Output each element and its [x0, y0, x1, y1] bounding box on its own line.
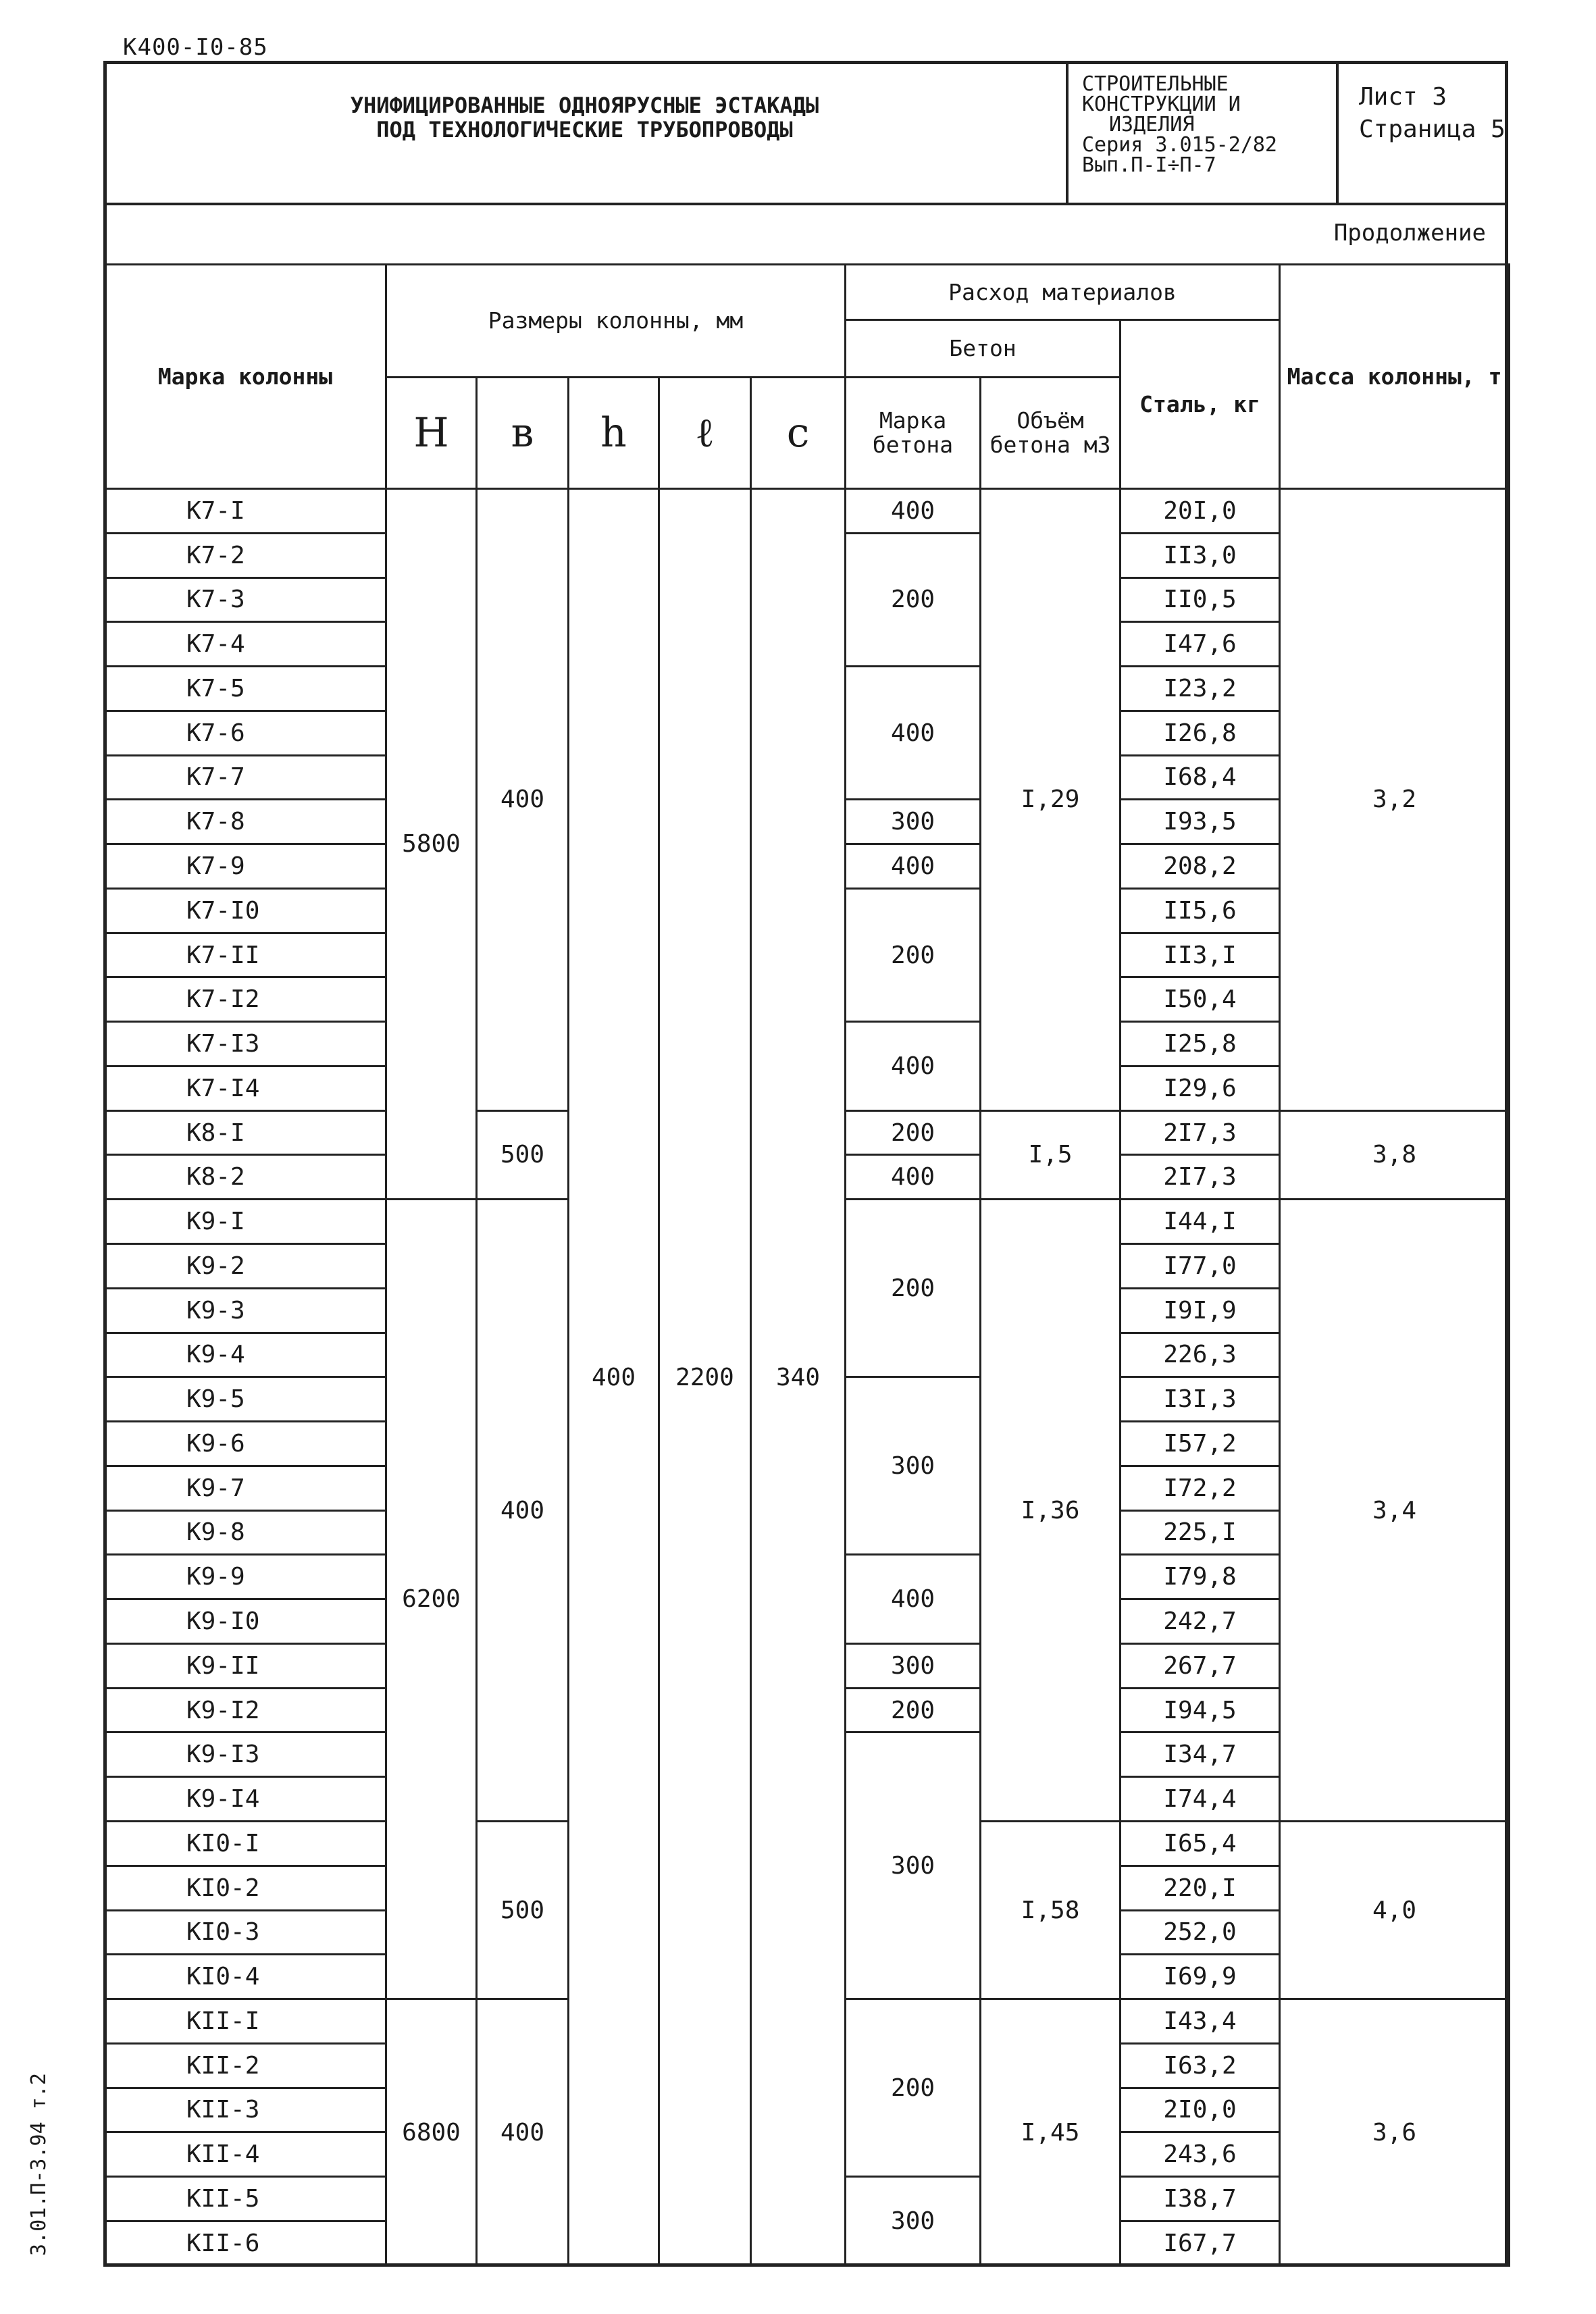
concrete-volume-value: I,29	[981, 489, 1121, 1111]
concrete-grade-value: 400	[846, 844, 981, 889]
column-mark: К7-7	[105, 755, 386, 800]
header-concrete: Бетон	[846, 320, 1121, 378]
steel-value: 243,6	[1121, 2132, 1280, 2177]
column-mark: К9-6	[105, 1422, 386, 1466]
steel-value: 267,7	[1121, 1643, 1280, 1688]
steel-value: 20I,0	[1121, 489, 1280, 534]
column-mark: К9-I0	[105, 1599, 386, 1644]
column-mark: КII-5	[105, 2177, 386, 2221]
dim-H-value: 6200	[386, 1200, 477, 1999]
column-mark: К7-2	[105, 533, 386, 577]
column-mark: К9-I4	[105, 1777, 386, 1822]
concrete-grade-value: 200	[846, 1999, 981, 2177]
column-mark: КII-I	[105, 1999, 386, 2044]
dim-b-value: 400	[477, 1200, 569, 1822]
column-mark: К7-8	[105, 800, 386, 844]
concrete-volume-value: I,45	[981, 1999, 1121, 2266]
concrete-grade-value: 300	[846, 2177, 981, 2266]
dim-b-value: 400	[477, 489, 569, 1111]
dim-b-value: 400	[477, 1999, 569, 2266]
concrete-volume-value: I,58	[981, 1821, 1121, 1999]
column-mass-value: 3,2	[1280, 489, 1510, 1111]
concrete-volume-value: I,36	[981, 1200, 1121, 1822]
concrete-grade-value: 200	[846, 1110, 981, 1155]
steel-value: II3,I	[1121, 933, 1280, 977]
title-line-1: УНИФИЦИРОВАННЫЕ ОДНОЯРУСНЫЕ ЭСТАКАДЫ	[350, 93, 819, 118]
column-mark: К9-I	[105, 1200, 386, 1244]
steel-value: II5,6	[1121, 888, 1280, 933]
columns-table	[103, 263, 1510, 2267]
column-mark: КI0-4	[105, 1955, 386, 1999]
column-mark: КI0-3	[105, 1910, 386, 1955]
header-dim-l: ℓ	[659, 378, 751, 489]
header-mass: Масса колонны, т	[1280, 265, 1510, 489]
column-mark: К7-II	[105, 933, 386, 977]
column-mass-value: 3,4	[1280, 1200, 1510, 1822]
steel-value: I93,5	[1121, 800, 1280, 844]
title-line-2: ПОД ТЕХНОЛОГИЧЕСКИЕ ТРУБОПРОВОДЫ	[376, 117, 793, 143]
steel-value: I79,8	[1121, 1555, 1280, 1599]
column-mark: КI0-2	[105, 1866, 386, 1910]
header-dim-h: h	[569, 378, 659, 489]
column-mark: К9-I2	[105, 1688, 386, 1732]
column-mark: К8-2	[105, 1155, 386, 1200]
header-materials: Расход материалов	[846, 265, 1280, 320]
concrete-grade-value: 400	[846, 489, 981, 534]
header-concrete-grade: Марка бетона	[846, 378, 981, 489]
concrete-grade-value: 200	[846, 1688, 981, 1732]
steel-value: I69,9	[1121, 1955, 1280, 1999]
steel-value: I65,4	[1121, 1821, 1280, 1866]
column-mark: К9-9	[105, 1555, 386, 1599]
steel-value: I23,2	[1121, 667, 1280, 711]
column-mass-value: 3,6	[1280, 1999, 1510, 2266]
header-dimensions: Размеры колонны, мм	[386, 265, 846, 378]
concrete-grade-value: 300	[846, 1643, 981, 1688]
steel-value: I77,0	[1121, 1244, 1280, 1289]
column-mark: К9-8	[105, 1510, 386, 1555]
title-divider	[103, 203, 1508, 205]
column-mark: К7-5	[105, 667, 386, 711]
steel-value: I43,4	[1121, 1999, 1280, 2044]
steel-value: I94,5	[1121, 1688, 1280, 1732]
column-mark: К7-I4	[105, 1066, 386, 1110]
column-mass-value: 4,0	[1280, 1821, 1510, 1999]
sheet-block	[1336, 61, 1508, 203]
series-line-1: СТРОИТЕЛЬНЫЕ	[1082, 72, 1229, 96]
column-mark: К7-6	[105, 711, 386, 755]
steel-value: 225,I	[1121, 1510, 1280, 1555]
steel-value: I29,6	[1121, 1066, 1280, 1110]
page-number: Страница 5	[1359, 115, 1505, 143]
column-mark: К9-2	[105, 1244, 386, 1289]
steel-value: I25,8	[1121, 1022, 1280, 1066]
column-mark: К9-7	[105, 1466, 386, 1510]
document-code: К400-I0-85	[123, 34, 268, 61]
header-mark: Марка колонны	[105, 265, 386, 489]
column-mark: К9-5	[105, 1377, 386, 1422]
concrete-grade-value: 300	[846, 1377, 981, 1555]
concrete-grade-value: 300	[846, 1732, 981, 1999]
series-line-2: КОНСТРУКЦИИ И	[1082, 93, 1241, 116]
concrete-grade-value: 400	[846, 1022, 981, 1111]
header-dim-c: с	[751, 378, 846, 489]
concrete-grade-value: 200	[846, 1200, 981, 1377]
header-dim-b: в	[477, 378, 569, 489]
table-body	[105, 489, 1510, 2266]
column-mark: К7-4	[105, 622, 386, 667]
steel-value: 220,I	[1121, 1866, 1280, 1910]
steel-value: I72,2	[1121, 1466, 1280, 1510]
steel-value: I34,7	[1121, 1732, 1280, 1777]
series-block	[1066, 61, 1336, 203]
column-mark: К7-I2	[105, 977, 386, 1022]
steel-value: II3,0	[1121, 533, 1280, 577]
dim-b-value: 500	[477, 1821, 569, 1999]
header-steel: Сталь, кг	[1121, 320, 1280, 489]
steel-value: I50,4	[1121, 977, 1280, 1022]
steel-value: I26,8	[1121, 711, 1280, 755]
column-mark: К7-3	[105, 577, 386, 622]
concrete-grade-value: 400	[846, 667, 981, 800]
dim-h-value: 400	[569, 489, 659, 2266]
column-mark: КII-3	[105, 2088, 386, 2132]
dim-l-value: 2200	[659, 489, 751, 2266]
column-mark: К8-I	[105, 1110, 386, 1155]
concrete-grade-value: 300	[846, 800, 981, 844]
steel-value: I3I,3	[1121, 1377, 1280, 1422]
column-mark: К7-I3	[105, 1022, 386, 1066]
dim-H-value: 6800	[386, 1999, 477, 2266]
column-mark: К7-9	[105, 844, 386, 889]
steel-value: I57,2	[1121, 1422, 1280, 1466]
column-mass-value: 3,8	[1280, 1110, 1510, 1200]
concrete-grade-value: 400	[846, 1555, 981, 1644]
concrete-grade-value: 200	[846, 533, 981, 666]
column-mark: К7-I0	[105, 888, 386, 933]
sheet-number: Лист 3	[1359, 83, 1447, 111]
column-mark: К7-I	[105, 489, 386, 534]
document-title	[103, 61, 1066, 203]
column-mark: К9-3	[105, 1288, 386, 1333]
steel-value: I67,7	[1121, 2221, 1280, 2265]
table-row	[105, 489, 1510, 534]
dim-c-value: 340	[751, 489, 846, 2266]
title-block	[103, 61, 1508, 206]
column-mark: К9-II	[105, 1643, 386, 1688]
header-concrete-volume: Объём бетона м3	[981, 378, 1121, 489]
steel-value: I38,7	[1121, 2177, 1280, 2221]
steel-value: 2I0,0	[1121, 2088, 1280, 2132]
dim-b-value: 500	[477, 1110, 569, 1200]
steel-value: I44,I	[1121, 1200, 1280, 1244]
steel-value: 252,0	[1121, 1910, 1280, 1955]
steel-value: 226,3	[1121, 1333, 1280, 1377]
series-line-5: Вып.П-I÷П-7	[1082, 153, 1216, 177]
concrete-grade-value: 200	[846, 888, 981, 1021]
concrete-volume-value: I,5	[981, 1110, 1121, 1200]
column-mark: КI0-I	[105, 1821, 386, 1866]
series-line-4: Серия 3.015-2/82	[1082, 133, 1277, 157]
side-note: 3.01.П-3.94 т.2	[27, 2073, 51, 2256]
steel-value: 2I7,3	[1121, 1155, 1280, 1200]
steel-value: II0,5	[1121, 577, 1280, 622]
column-mark: К9-4	[105, 1333, 386, 1377]
steel-value: I74,4	[1121, 1777, 1280, 1822]
steel-value: 208,2	[1121, 844, 1280, 889]
continuation-label: Продолжение	[1333, 220, 1486, 247]
series-line-3: ИЗДЕЛИЯ	[1109, 113, 1195, 136]
concrete-grade-value: 400	[846, 1155, 981, 1200]
header-dim-H: H	[386, 378, 477, 489]
steel-value: 2I7,3	[1121, 1110, 1280, 1155]
column-mark: КII-4	[105, 2132, 386, 2177]
column-mark: К9-I3	[105, 1732, 386, 1777]
steel-value: 242,7	[1121, 1599, 1280, 1644]
steel-value: I68,4	[1121, 755, 1280, 800]
steel-value: I47,6	[1121, 622, 1280, 667]
steel-value: I63,2	[1121, 2043, 1280, 2088]
column-mark: КII-6	[105, 2221, 386, 2265]
column-mark: КII-2	[105, 2043, 386, 2088]
steel-value: I9I,9	[1121, 1288, 1280, 1333]
dim-H-value: 5800	[386, 489, 477, 1200]
